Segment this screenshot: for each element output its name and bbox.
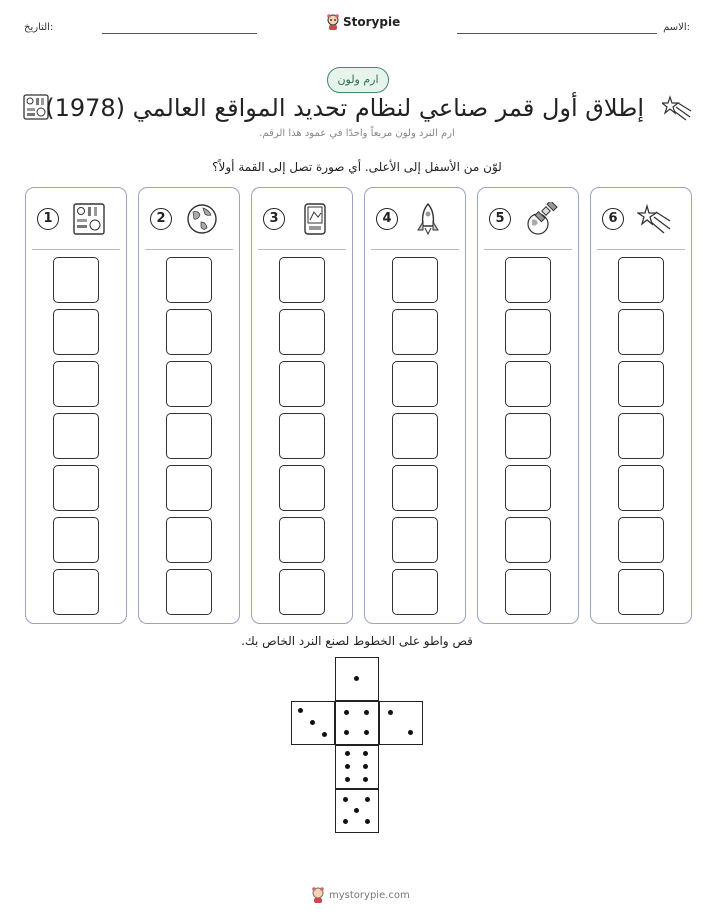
dice-pip xyxy=(363,764,368,769)
dice-face-2 xyxy=(379,701,423,745)
column-number: 3 xyxy=(263,208,285,230)
coloring-instruction: لوّن من الأسفل إلى الأعلى. أي صورة تصل إلى القمة أولاً؟ xyxy=(212,160,502,174)
dice-face-5 xyxy=(335,789,379,833)
color-square[interactable] xyxy=(505,569,551,615)
column-6 xyxy=(590,187,692,624)
globe-icon xyxy=(185,202,219,236)
color-square[interactable] xyxy=(618,413,664,459)
dice-pip xyxy=(364,730,369,735)
color-square[interactable] xyxy=(166,517,212,563)
color-square[interactable] xyxy=(166,361,212,407)
dice-pip xyxy=(310,720,315,725)
column-divider xyxy=(145,249,233,250)
color-square[interactable] xyxy=(505,257,551,303)
dice-pip xyxy=(363,751,368,756)
control-panel-icon xyxy=(72,202,106,236)
dice-pip xyxy=(345,777,350,782)
color-square[interactable] xyxy=(505,465,551,511)
color-square[interactable] xyxy=(166,569,212,615)
color-square[interactable] xyxy=(279,465,325,511)
color-square[interactable] xyxy=(505,517,551,563)
dice-face-3 xyxy=(291,701,335,745)
column-3 xyxy=(251,187,353,624)
color-square[interactable] xyxy=(392,569,438,615)
dice-pip xyxy=(363,777,368,782)
color-square[interactable] xyxy=(618,465,664,511)
color-square[interactable] xyxy=(53,361,99,407)
color-square[interactable] xyxy=(53,413,99,459)
column-2 xyxy=(138,187,240,624)
date-field[interactable] xyxy=(102,33,257,34)
page-title: إطلاق أول قمر صناعي لنظام تحديد المواقع العالمي (1978) xyxy=(45,94,644,122)
dice-pip xyxy=(354,676,359,681)
dice-pip xyxy=(322,732,327,737)
rocket-icon xyxy=(411,202,445,236)
color-square[interactable] xyxy=(279,413,325,459)
dice-pip xyxy=(343,797,348,802)
column-4 xyxy=(364,187,466,624)
dice-face-6 xyxy=(335,745,379,789)
color-square[interactable] xyxy=(166,257,212,303)
color-square[interactable] xyxy=(392,517,438,563)
cut-instruction: قص واطو على الخطوط لصنع النرد الخاص بك. xyxy=(241,634,473,648)
column-number: 5 xyxy=(489,208,511,230)
color-square[interactable] xyxy=(618,517,664,563)
color-square[interactable] xyxy=(166,309,212,355)
color-square[interactable] xyxy=(618,309,664,355)
logo-text: Storypie xyxy=(343,15,401,29)
color-square[interactable] xyxy=(392,309,438,355)
column-divider xyxy=(371,249,459,250)
dice-pip xyxy=(408,730,413,735)
column-number: 2 xyxy=(150,208,172,230)
column-1 xyxy=(25,187,127,624)
column-number: 1 xyxy=(37,208,59,230)
dice-pip xyxy=(344,730,349,735)
dice-pip xyxy=(344,710,349,715)
footer-url: mystorypie.com xyxy=(329,889,410,901)
color-square[interactable] xyxy=(53,257,99,303)
color-square[interactable] xyxy=(279,257,325,303)
color-square[interactable] xyxy=(505,309,551,355)
color-square[interactable] xyxy=(53,517,99,563)
dice-pip xyxy=(298,708,303,713)
color-square[interactable] xyxy=(279,517,325,563)
gps-device-icon xyxy=(298,202,332,236)
color-square[interactable] xyxy=(279,361,325,407)
color-square[interactable] xyxy=(166,465,212,511)
color-square[interactable] xyxy=(53,309,99,355)
color-square[interactable] xyxy=(166,413,212,459)
storypie-logo xyxy=(326,14,400,30)
dice-face-4 xyxy=(335,701,379,745)
color-square[interactable] xyxy=(392,413,438,459)
color-square[interactable] xyxy=(618,361,664,407)
dice-pip xyxy=(354,808,359,813)
footer xyxy=(311,887,410,903)
date-label: التاريخ: xyxy=(24,22,54,33)
column-divider xyxy=(597,249,685,250)
column-number: 6 xyxy=(602,208,624,230)
dice-face-1 xyxy=(335,657,379,701)
name-label: الاسم: xyxy=(663,22,690,33)
shooting-star-icon xyxy=(662,95,692,121)
color-square[interactable] xyxy=(392,257,438,303)
name-field[interactable] xyxy=(457,33,657,34)
color-square[interactable] xyxy=(279,309,325,355)
column-divider xyxy=(258,249,346,250)
dice-pip xyxy=(345,751,350,756)
color-square[interactable] xyxy=(53,465,99,511)
dice-pip xyxy=(388,710,393,715)
mascot-icon xyxy=(326,14,340,30)
page-subtitle: ارم النرد ولون مربعاً واحدًا في عمود هذا الرقم. xyxy=(259,128,455,139)
color-square[interactable] xyxy=(53,569,99,615)
dice-pip xyxy=(345,764,350,769)
column-divider xyxy=(32,249,120,250)
dice-pip xyxy=(365,819,370,824)
color-square[interactable] xyxy=(505,413,551,459)
mascot-icon xyxy=(311,887,325,903)
color-square[interactable] xyxy=(392,361,438,407)
color-square[interactable] xyxy=(618,257,664,303)
column-5 xyxy=(477,187,579,624)
column-number: 4 xyxy=(376,208,398,230)
color-square[interactable] xyxy=(392,465,438,511)
color-square[interactable] xyxy=(279,569,325,615)
color-square[interactable] xyxy=(618,569,664,615)
activity-badge: ارم ولون xyxy=(327,67,389,93)
dice-pip xyxy=(343,819,348,824)
dice-pip xyxy=(364,710,369,715)
dice-pip xyxy=(365,797,370,802)
shooting-star-icon xyxy=(637,202,671,236)
column-divider xyxy=(484,249,572,250)
color-square[interactable] xyxy=(505,361,551,407)
satellite-icon xyxy=(524,202,558,236)
